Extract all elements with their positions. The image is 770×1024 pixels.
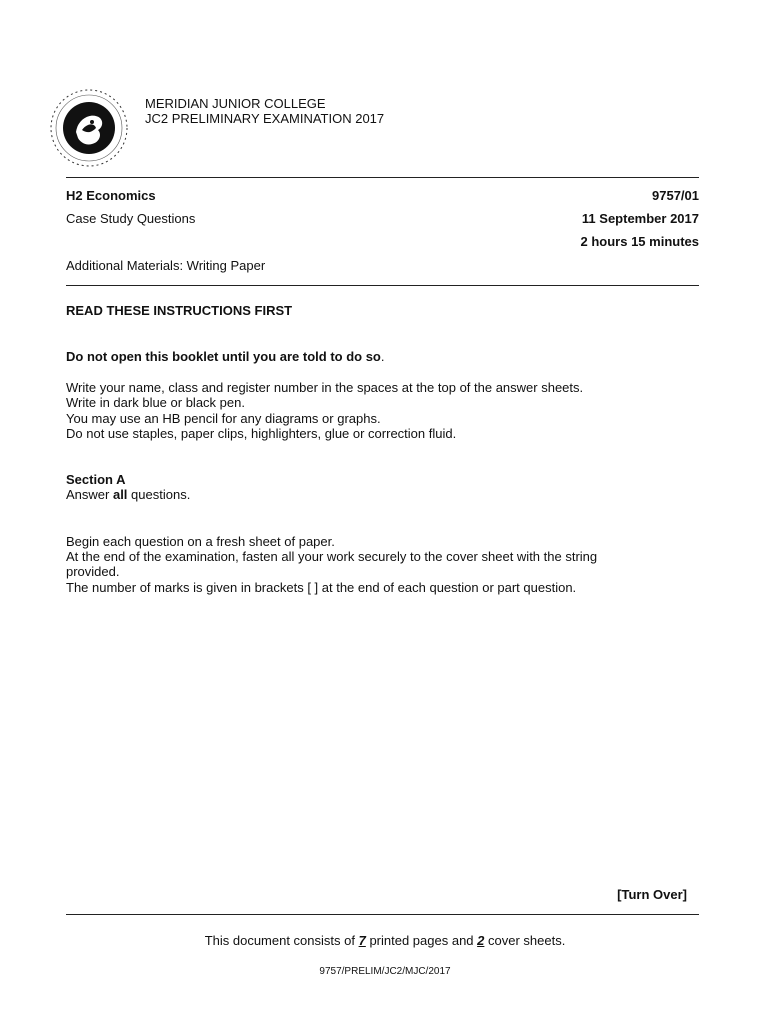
page-count-note [0,933,770,949]
instruction-line: You may use an HB pencil for any diagrams or graphs. [66,411,381,426]
instruction-line: Write your name, class and register number in the spaces at the top of the answer sheets. [66,380,584,395]
instruction-line: provided. [66,564,120,579]
college-crest-icon [42,88,136,168]
exam-title: JC2 PRELIMINARY EXAMINATION 2017 [145,111,385,126]
bottom-divider [66,914,699,915]
additional-materials: Additional Materials: Writing Paper [66,258,266,273]
instructions-heading: READ THESE INSTRUCTIONS FIRST [66,303,293,318]
exam-duration: 2 hours 15 minutes [580,234,699,249]
answer-prefix: Answer [66,487,113,502]
consists-prefix: This document consists of [204,933,359,948]
section-title: Section A [66,472,126,487]
warning-text: Do not open this booklet until you are told to do so [66,349,381,364]
answer-suffix: questions. [127,487,191,502]
cover-count: 2 [477,933,485,948]
consists-suffix: cover sheets. [484,933,566,948]
instruction-line: Begin each question on a fresh sheet of paper. [66,534,335,549]
instruction-line: The number of marks is given in brackets [ ] at the end of each question or part question. [66,580,577,595]
warning-period: . [380,349,385,364]
answer-all: all [112,487,128,502]
document-reference: 9757/PRELIM/JC2/MJC/2017 [319,966,451,977]
instruction-line: Do not use staples, paper clips, highlighters, glue or correction fluid. [66,426,457,441]
consists-middle: printed pages and [365,933,478,948]
paper-type: Case Study Questions [66,211,196,226]
instruction-line: At the end of the examination, fasten all your work securely to the cover sheet with the string [66,549,598,564]
mid-divider [66,285,699,286]
pages-count: 7 [358,933,366,948]
college-name: MERIDIAN JUNIOR COLLEGE [145,96,326,111]
instruction-line: Write in dark blue or black pen. [66,395,245,410]
top-divider [66,177,699,178]
exam-date: 11 September 2017 [581,211,699,226]
paper-code: 9757/01 [652,188,699,203]
warning-line [66,349,385,365]
subject: H2 Economics [66,188,156,203]
section-answer [66,487,190,503]
turn-over: [Turn Over] [617,887,687,902]
